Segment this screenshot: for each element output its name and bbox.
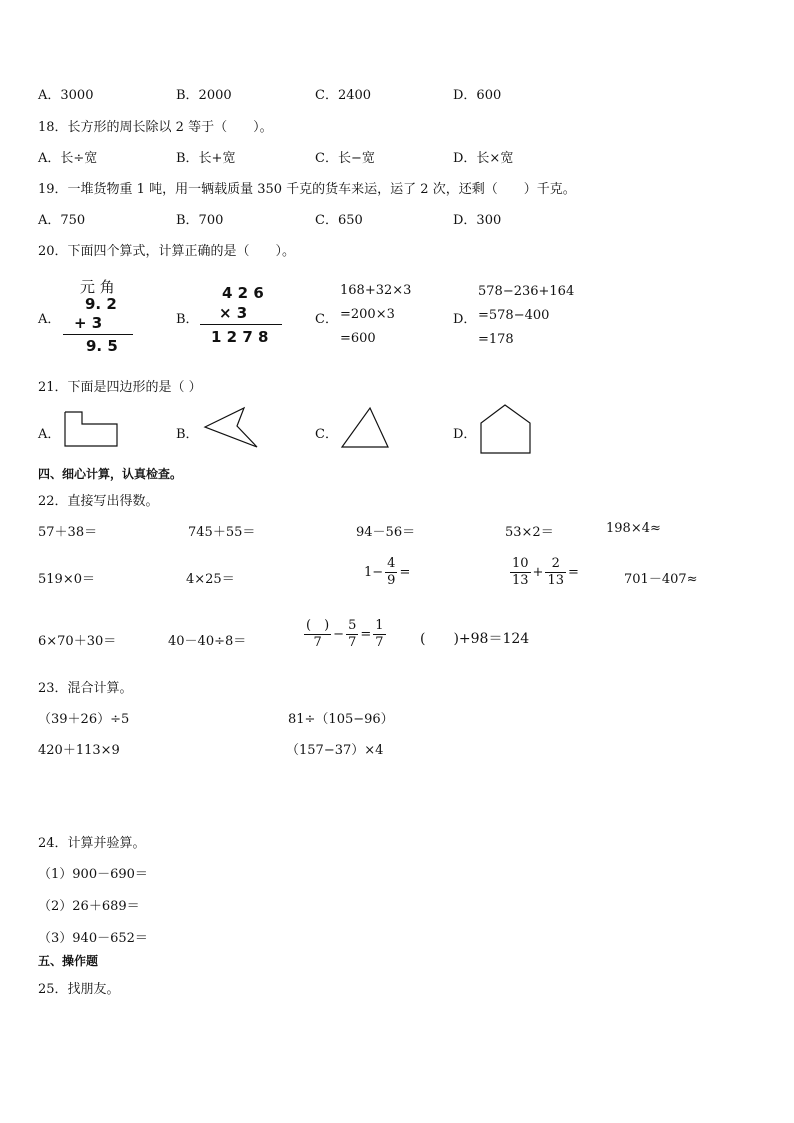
q23-item-b: 81÷（105−96） (288, 712, 394, 727)
q20-d-line2: =578−400 (478, 308, 550, 323)
q22-r3-item3 (302, 618, 388, 651)
fraction-numerator: 1 (375, 618, 384, 633)
q19-option-c: C．650 (315, 213, 363, 228)
q19-option-d: D．300 (453, 213, 502, 228)
q23-stem: 23．混合计算。 (38, 681, 133, 696)
q21-option-c-label: C． (315, 427, 338, 442)
fraction (304, 618, 331, 651)
fraction (346, 618, 358, 651)
fraction-numerator: 4 (387, 556, 396, 571)
q22-r1-item5: 198×4≈ (606, 521, 661, 536)
q20-b-multiplier: × 3 (219, 304, 248, 322)
q20-a-addend: + 3 (74, 314, 103, 332)
q22-r1-item2: 745＋55＝ (188, 525, 256, 540)
fraction-numerator: 5 (348, 618, 357, 633)
q22-r1-item3: 94－56＝ (356, 525, 416, 540)
q22-stem: 22．直接写出得数。 (38, 494, 159, 509)
q20-a-rule (63, 334, 133, 335)
fraction (510, 556, 531, 589)
q20-a-result: 9. 5 (86, 337, 118, 355)
q19-option-a: A．750 (38, 213, 86, 228)
fraction-numerator: 2 (545, 556, 566, 573)
q22-r2-item3 (364, 556, 410, 589)
l-shape-hexagon-figure (62, 410, 122, 450)
fraction-denominator: 7 (313, 635, 322, 650)
fraction (373, 618, 385, 651)
minus-sign: − (333, 627, 345, 642)
q20-stem: 20．下面四个算式，计算正确的是（ ）。 (38, 244, 296, 259)
fraction-denominator: 9 (387, 573, 396, 588)
q17-option-b: B．2000 (176, 88, 232, 103)
q19-stem: 19．一堆货物重 1 吨，用一辆载质量 350 千克的货车来运，运了 2 次，还剩（ ）千克。 (38, 182, 576, 197)
q20-a-unit-header: 元 角 (80, 278, 115, 296)
q24-item-3: （3）940－652＝ (38, 931, 148, 946)
q24-stem: 24．计算并验算。 (38, 836, 146, 851)
triangle-figure (338, 404, 392, 450)
q22-r1-item4: 53×2＝ (505, 525, 554, 540)
fraction-numerator: 10 (512, 556, 529, 571)
q17-option-d: D．600 (453, 88, 502, 103)
q23-item-d: （157−37）×4 (286, 743, 384, 758)
q20-b-top-number: 4 2 6 (222, 284, 264, 302)
equals-sign: = (360, 627, 372, 642)
q21-option-d-label: D． (453, 427, 477, 442)
section-4-heading: 四、细心计算，认真检查。 (38, 467, 183, 481)
q23-item-c: 420＋113×9 (38, 743, 120, 758)
section-5-heading: 五、操作题 (38, 954, 99, 968)
q20-d-line3: =178 (478, 332, 514, 347)
q20-d-line1: 578−236+164 (478, 284, 575, 299)
q22-r2-item3-prefix: 1− (364, 565, 384, 580)
pentagon-house-figure (478, 402, 534, 456)
q25-stem: 25．找朋友。 (38, 982, 120, 997)
q22-r2-item2: 4×25＝ (186, 572, 235, 587)
q22-r2-item5: 701－407≈ (624, 572, 698, 587)
q22-r1-item1: 57＋38＝ (38, 525, 98, 540)
q22-r2-item4 (508, 556, 579, 589)
q18-option-c: C．长−宽 (315, 151, 375, 166)
q20-option-d-label: D． (453, 312, 477, 327)
fraction-denominator: 13 (547, 573, 564, 588)
q20-b-rule (200, 324, 282, 325)
fraction (385, 556, 397, 589)
q22-r3-item4: ( )+98＝124 (420, 631, 530, 647)
q20-b-result: 1 2 7 8 (211, 328, 269, 346)
q20-option-b-label: B． (176, 312, 199, 327)
q22-r3-item2: 40－40÷8＝ (168, 634, 247, 649)
q21-stem: 21．下面是四边形的是（ ） (38, 380, 202, 395)
q19-option-b: B．700 (176, 213, 224, 228)
q17-option-a: A．3000 (38, 88, 94, 103)
fraction-denominator: 13 (512, 573, 529, 588)
q18-option-d: D．长×宽 (453, 151, 514, 166)
plus-sign: + (532, 565, 544, 580)
q24-item-1: （1）900－690＝ (38, 867, 148, 882)
equals-sign: = (399, 565, 411, 580)
fraction-denominator: 7 (348, 635, 357, 650)
q18-option-b: B．长+宽 (176, 151, 236, 166)
equals-sign: = (568, 565, 579, 580)
q22-r2-item1: 519×0＝ (38, 572, 95, 587)
q20-c-line2: =200×3 (340, 307, 395, 322)
q18-option-a: A．长÷宽 (38, 151, 98, 166)
fraction (545, 556, 566, 589)
q20-option-a-label: A． (38, 312, 61, 327)
q20-c-line1: 168+32×3 (340, 283, 412, 298)
q18-stem: 18．长方形的周长除以 2 等于（ ）。 (38, 120, 273, 135)
q20-c-line3: =600 (340, 331, 376, 346)
q20-a-top-number: 9. 2 (85, 295, 117, 313)
q21-option-a-label: A． (38, 427, 61, 442)
q20-option-c-label: C． (315, 312, 338, 327)
fraction-denominator: 7 (375, 635, 384, 650)
q22-r3-item1: 6×70＋30＝ (38, 634, 117, 649)
q21-option-b-label: B． (176, 427, 199, 442)
q17-option-c: C．2400 (315, 88, 372, 103)
q24-item-2: （2）26＋689＝ (38, 899, 140, 914)
q23-item-a: （39＋26）÷5 (38, 712, 130, 727)
fraction-numerator: ( ) (306, 618, 330, 633)
concave-quadrilateral-figure (200, 404, 262, 450)
